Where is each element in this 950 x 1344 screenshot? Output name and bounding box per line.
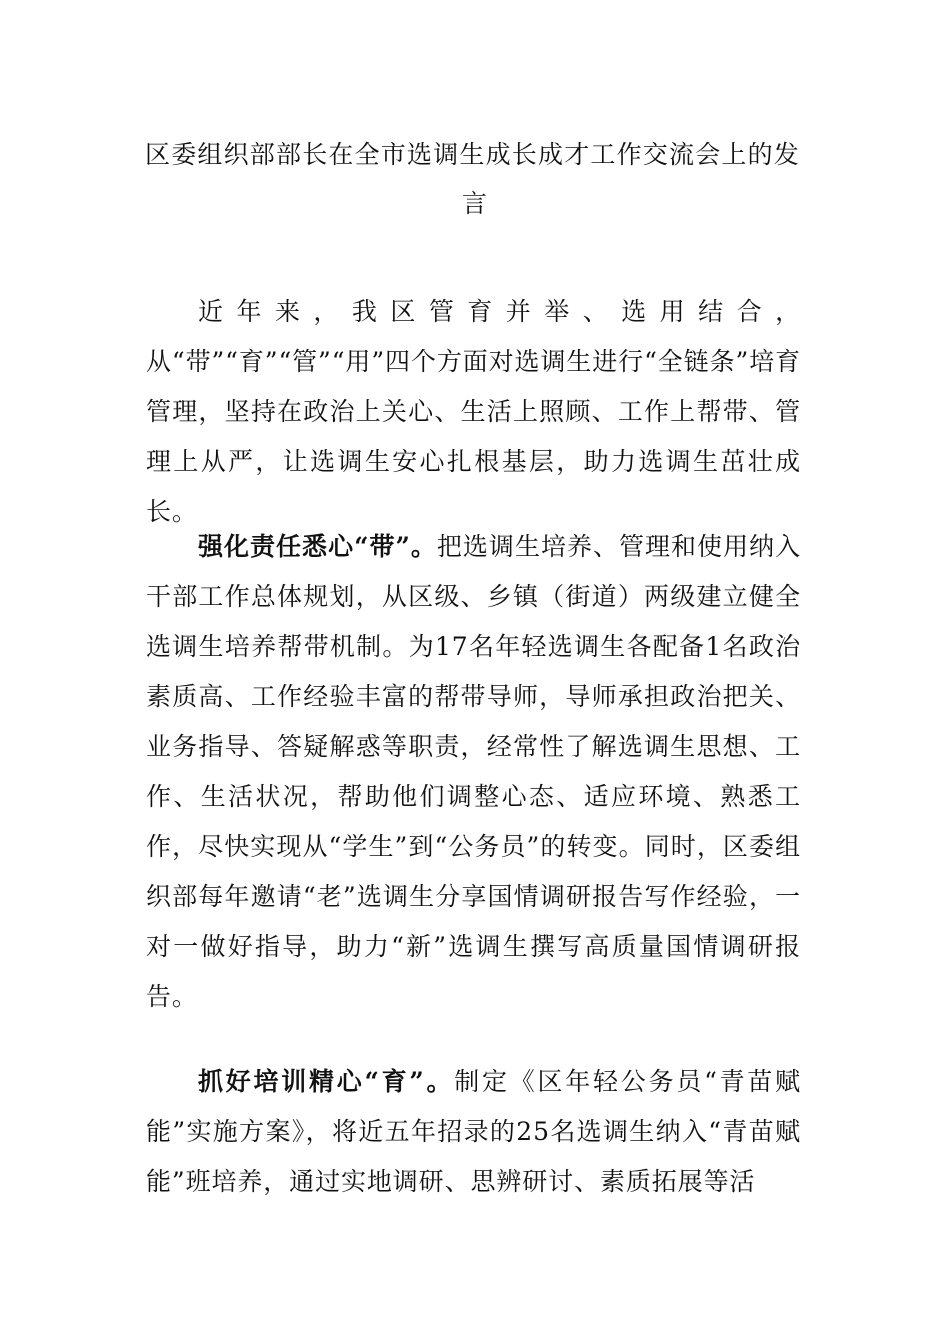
paragraph-lead: 抓好培训精心“育”。 [198,1067,455,1096]
paragraph-text: 制定《区年轻公务员“青苗赋能”实施方案》，将近五年招录的25名选调生纳入“青苗赋能”班培养，通过实地调研、思辨研讨、素质拓展等活 [146,1067,802,1196]
title-line-2: 言 [461,189,489,218]
paragraph-lead: 强化责任悉心“带”。 [198,532,437,561]
paragraph-training [146,1057,801,1207]
paragraph-text: 把选调生培养、管理和使用纳入干部工作总体规划，从区级、乡镇（街道）两级建立健全选调生培养帮带机制。为17名年轻选调生各配备1名政治素质高、工作经验丰富的帮带导师，导师承担政治把关、业务指导、答疑解惑等职责，经常性了解选调生思想、工作、生活状况，帮助他们调整心态、适应环境、熟悉工作，尽快实现从“学生”到“公务员”的转变。同时，区委组织部每年邀请“老”选调生分享国情调研报告写作经验，一对一做好指导，助力“新”选调生撰写高质量国情调研报告。 [146,532,801,1011]
title-line-1: 区委组织部部长在全市选调生成长成才工作交流会上的发 [145,140,801,169]
paragraph-text: 近年来，我区管育并举、选用结合，从“带”“育”“管”“用”四个方面对选调生进行“全链条”培育管理，坚持在政治上关心、生活上照顾、工作上帮带、管理上从严，让选调生安心扎根基层，助力选调生茁壮成长。 [146,297,801,526]
document-title [145,130,805,228]
paragraph-mentoring [146,522,801,1022]
paragraph-intro [146,287,801,537]
